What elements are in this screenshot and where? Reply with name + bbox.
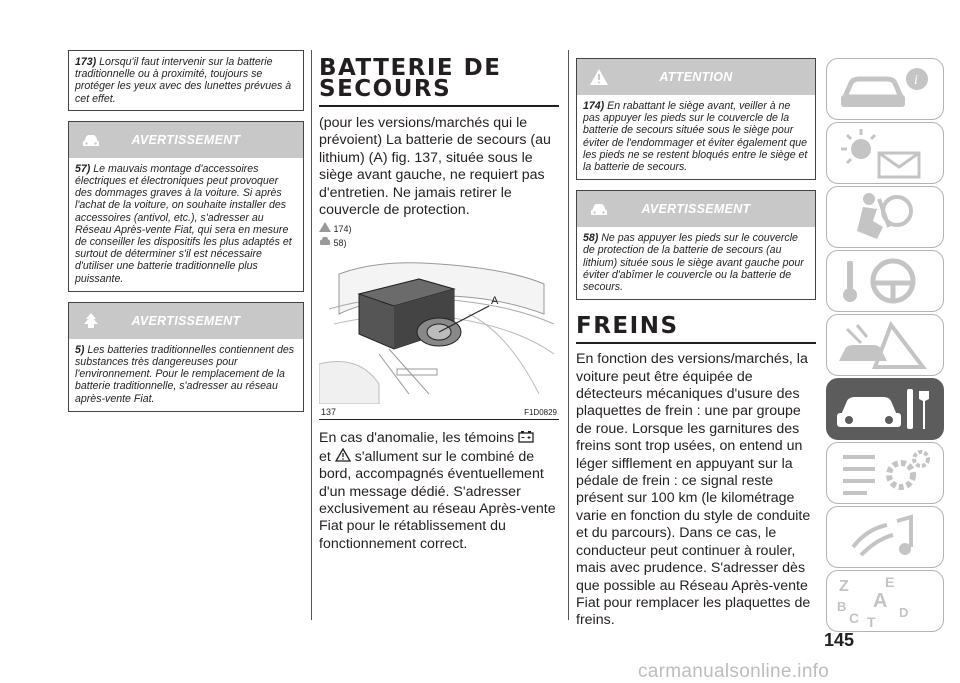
column-right: [576, 50, 816, 630]
references: [319, 222, 559, 250]
index-letter: Z: [839, 578, 849, 595]
tab-dashboard[interactable]: [826, 122, 944, 184]
note-ref: 173): [75, 56, 97, 68]
anomaly-text-part3: s'allument sur le combiné de bord, accompagnés éventuellement d'un message dédié. S'adresser exclusivement au réseau Après-vente Fiat pour le rétablissement du fonctionnement correct.: [319, 448, 556, 552]
tab-technical-data[interactable]: [826, 442, 944, 504]
section-title-line2: SECOURS: [319, 76, 452, 102]
attention-box: [576, 58, 816, 180]
column-divider: [568, 50, 569, 620]
column-divider: [311, 50, 312, 620]
attention-title: ATTENTION: [659, 70, 733, 84]
tab-info[interactable]: [826, 58, 944, 120]
warning-ref: 58): [333, 238, 347, 249]
title-rule: [319, 105, 559, 107]
warning-body: Le mauvais montage d'accessoires électriques et électroniques peut provoquer des dommages graves à la voiture. Si après l'achat de la voiture, on souhaite installer des accessoires (antivol, etc.), s'adresser au Réseau Après-vente Fiat, qui sera en mesure de conseiller les dispositifs les plus adaptés et surtout de déterminer s'il est nécessaire d'utiliser une batterie traditionnelle plus puissante.: [75, 162, 292, 285]
note-body: Lorsqu'il faut intervenir sur la batterie traditionnelle ou à proximité, toujours se protéger les yeux avec des lunettes prévues à cet effet.: [75, 56, 292, 105]
warning-ref: 57): [75, 162, 91, 175]
sun-envelope-icon: [827, 123, 943, 183]
gears-icon: [827, 443, 943, 503]
attention-ref: 174): [333, 224, 352, 235]
index-letter: E: [885, 574, 895, 590]
figure-137: [319, 254, 559, 420]
car-wrench-icon: [827, 379, 943, 439]
tab-maintenance[interactable]: [826, 378, 944, 440]
tab-index[interactable]: [826, 570, 944, 632]
index-letter: A: [873, 590, 888, 612]
watermark-text: carmanualsonline.info: [638, 661, 830, 682]
column-left: [68, 50, 304, 412]
figure-code: F1D0829: [524, 408, 557, 418]
car-warning-icon: [827, 315, 943, 375]
steering-key-icon: [827, 251, 943, 311]
car-info-icon: [827, 59, 943, 119]
battery-figure-illustration: [319, 254, 559, 404]
attention-body: En rabattant le siège avant, veiller à ne pas appuyer les pieds sur le couvercle de la batterie de secours située sous le siège pour éviter de l'endommager et éviter également que les pieds ne se restent bloqués entre le siège et la batterie de secours.: [583, 100, 808, 174]
battery-indicator-icon: [518, 430, 534, 443]
warning-triangle-icon: [335, 448, 351, 462]
airbag-icon: [827, 187, 943, 247]
index-letter: D: [899, 605, 909, 620]
section-title: [319, 55, 559, 102]
warning-triangle-icon: [319, 222, 331, 232]
anomaly-text-part1: En cas d'anomalie, les témoins: [319, 430, 515, 447]
warning-title: AVERTISSEMENT: [641, 202, 751, 217]
section-title: FREINS: [576, 313, 679, 340]
warning-box-accessories: [68, 121, 304, 292]
attention-ref-row: [319, 222, 559, 236]
warning-ref: 5): [75, 343, 85, 356]
warning-box-cover: [576, 190, 816, 300]
page-number: 145: [824, 630, 855, 650]
title-rule: [576, 342, 816, 344]
svg-text:i: i: [914, 73, 918, 88]
music-icon: [827, 507, 943, 567]
column-middle: [319, 50, 559, 553]
index-letter: T: [867, 614, 876, 630]
tab-multimedia[interactable]: [826, 506, 944, 568]
warning-ref: 58): [583, 232, 599, 245]
warning-text: [75, 163, 297, 285]
alphabet-icon: [827, 571, 943, 631]
index-letter: C: [849, 610, 860, 626]
warning-text: [75, 344, 297, 405]
attention-text: [583, 100, 809, 173]
car-warning-icon: [319, 236, 331, 246]
warning-box-environment: [68, 302, 304, 412]
warning-ref-row: [319, 236, 559, 250]
note-box: [68, 50, 304, 111]
anomaly-text: [319, 430, 559, 553]
tab-emergency[interactable]: [826, 314, 944, 376]
attention-ref: 174): [583, 100, 605, 112]
figure-callout-label: A: [491, 295, 499, 308]
figure-number: 137: [321, 407, 337, 418]
warning-text: [583, 232, 809, 293]
tab-safety[interactable]: [826, 186, 944, 248]
warning-body: Ne pas appuyer les pieds sur le couvercle de protection de la batterie de secours (au lithium) située sous le siège avant gauche pour éviter d'abîmer le couvercle ou la batterie de secours.: [583, 232, 804, 294]
warning-body: Les batteries traditionnelles contiennent des substances très dangereuses pour l'environnement. Pour le remplacement de la batterie traditionnelle, s'adresser au réseau après-vente Fiat.: [75, 343, 295, 405]
anomaly-text-part2: et: [319, 448, 331, 465]
note-text: [75, 56, 297, 105]
tab-driving[interactable]: [826, 250, 944, 312]
index-letter: B: [837, 599, 847, 614]
warning-title: AVERTISSEMENT: [131, 132, 241, 147]
brakes-text: En fonction des versions/marchés, la voiture peut être équipée de détecteurs mécaniques d'usure des plaquettes de frein : une par groupe de roue. Lorsque les garnitures des freins sont trop usées, on entend un léger sifflement en appuyant sur la pédale de frein : ce signal reste présent sur 100 km (le kilométrage varie en fonction du style de conduite et du parcours). Dans ce cas, le conducteur peut continuer à rouler, mais avec prudence. S'adresser dès que possible au Réseau Après-vente Fiat pour remplacer les plaquettes de freins.: [576, 351, 811, 629]
section-title-line1: BATTERIE DE: [319, 55, 502, 81]
warning-title: AVERTISSEMENT: [131, 313, 241, 328]
battery-intro-text: (pour les versions/marchés qui le prévoient) La batterie de secours (au lithium) (A) fig. 137, située sous le siège avant gauche, ne requiert pas d'entretien. Ne jamais retirer le couvercle de protection.: [319, 115, 551, 219]
